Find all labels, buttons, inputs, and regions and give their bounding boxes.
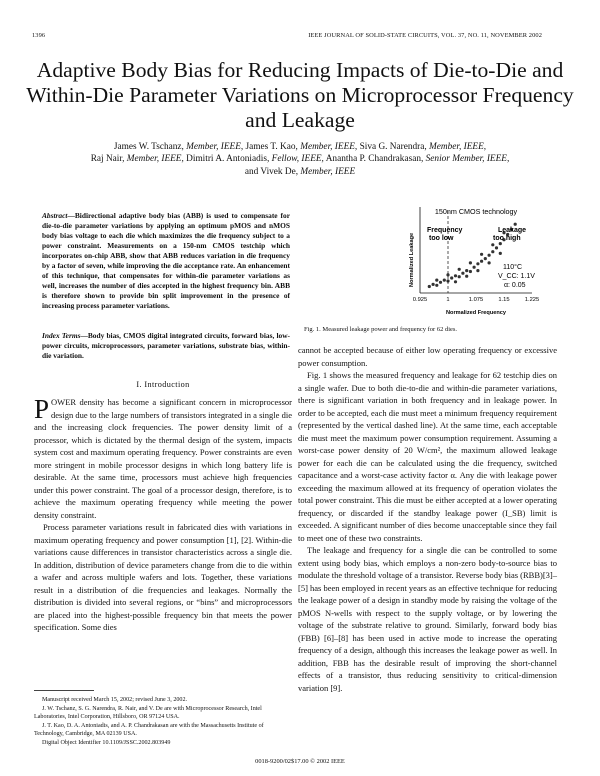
data-point — [480, 253, 483, 256]
footnote-rule — [34, 690, 94, 691]
data-point — [435, 284, 438, 287]
data-point — [469, 270, 472, 273]
author-role: Member, IEEE, — [126, 154, 184, 165]
author-name: Anantha P. Chandrakasan, — [325, 154, 424, 165]
x-tick-labels — [413, 297, 540, 303]
author-role: Member, IEEE, — [186, 142, 244, 152]
abstract-text: Bidirectional adaptive body bias (ABB) is used to compensate for die-to-die parameter variations by applying an optimum pMOS and nMOS body bias voltage to each die which maximizes the die frequency subject to a power constraint. Measurements on a 150-nm CMOS testchip which incorporates on-chip ABB, show that ABB reduces variation in die frequency by a factor of seven, while improving the die acceptance rate. An enhancement of this technique, that compensates for within-die parameter variations as well, increases the number of dies accepted in the highest frequency bin. ABB is therefore shown to provide bin split improvement in the presence of increasing process parameter variations. — [42, 211, 290, 310]
paper-title: Adaptive Body Bias for Reducing Impacts of Die-to-Die and Within-Die Parameter Variations on Microprocessor Frequency and Leakage — [26, 58, 574, 132]
right-paragraph-1: cannot be accepted because of either low operating frequency or excessive power consumption. — [298, 345, 557, 368]
right-column-body — [298, 344, 557, 694]
data-point — [495, 246, 498, 249]
dropcap: P — [34, 394, 50, 424]
y-axis-label: Normalized Leakage — [409, 232, 415, 287]
author-name: Dimitri A. Antoniadis, — [186, 154, 270, 165]
figure-caption: Fig. 1. Measured leakage power and frequency for 62 dies. — [304, 326, 458, 333]
data-point — [473, 266, 476, 269]
footnotes — [34, 696, 292, 748]
author-role: Member, IEEE — [300, 166, 356, 177]
data-point — [432, 283, 435, 286]
data-point — [476, 269, 479, 272]
data-point — [435, 279, 438, 282]
author-name: James W. Tschanz, — [113, 142, 184, 152]
footnote: J. T. Kao, D. A. Antoniadis, and A. P. Chandrakasan are with the Massachusetts Institute of Technology, Cambridge, MA 02139 USA. — [34, 722, 264, 738]
intro-paragraph-1 — [34, 396, 292, 521]
data-point — [443, 279, 446, 282]
right-paragraph-2: Fig. 1 shows the measured frequency and leakage for 62 testchip dies on a single wafer. Due to both die-to-die and within-die parameter variations, there is significant variation in both frequency and in leakage power. In order to be accepted, each die must meet a minimum frequency requirement (represented by the vertical dashed line). At the same time, each acceptable die must meet the maximum power consumption requirement. Assuming a worst-case power density of 20 W/cm², the maximum allowed leakage power for each die can be calculated using the die frequency, switched capacitance and a worst-case activity factor α. Any die with leakage power exceeding the maximum allowed at its frequency of operation violates the total power constraint. This die must be either accepted at a lower operating frequency, or discarded if the standby leakage power (I_SB) limit is exceeded. A significant number of dies become unacceptable since they fail to meet one of these two constraints. — [298, 370, 557, 543]
data-point — [428, 285, 431, 288]
annotation-alpha: α: 0.05 — [504, 282, 526, 289]
intro-paragraph-1-text: OWER density has become a significant concern in microprocessor design due to the large numbers of transistors integrated in a single die and the increasing clock frequencies. The power density limit of a processor, which is dictated by the thermal design of the system, impacts system cost and maximum operating frequency. Power constraints are even more stringent in mobile processor designs in which long battery life is desirable. At the same time, processors must achieve high frequencies under this power constraint. The goal of a processor design, therefore, is to achieve the maximum operating frequency while meeting the power density constraint. — [34, 397, 292, 520]
x-tick-label: 1 — [446, 297, 450, 303]
x-axis-label: Normalized Frequency — [446, 310, 506, 316]
data-point — [458, 268, 461, 271]
data-point — [476, 262, 479, 265]
x-tick-label: 0.925 — [412, 297, 428, 303]
data-point — [454, 280, 457, 283]
annotation-vcc: V_CC: 1.1V — [498, 273, 535, 280]
abstract-label: Abstract— — [42, 211, 75, 220]
index-terms-text: Body bias, CMOS digital integrated circuits, forward bias, low-power circuits, microprocessors, parameter variations, substrate bias, within-die variation. — [42, 331, 291, 360]
footnote: J. W. Tschanz, S. G. Narendra, R. Nair, and V. De are with Microprocessor Research, Intel Laboratories, Intel Corporation, Hillsboro, OR 97124 USA. — [34, 705, 262, 721]
index-terms-label: Index Terms— — [42, 331, 88, 340]
annotation-frequency-too: Frequency — [427, 227, 463, 234]
data-point — [465, 275, 468, 278]
data-point — [465, 269, 468, 272]
data-point — [480, 260, 483, 263]
data-point — [439, 281, 442, 284]
right-paragraph-3: The leakage and frequency for a single die can be controlled to some extent using body bias, which employs a non-zero body-to-source bias to modulate the threshold voltage of a transistor. Reverse body bias (RBB)[3]–[5] has been employed in recent years as an effective technique for reducing the leakage power of a design in standby mode by raising the voltage of the pMOS N-wells with respect to the supply voltage, or by lowering the voltage of the substrate relative to ground. Similarly, forward body bias (FBB) [6]–[8] has been used in active mode to increase the operating frequency of a design, although this increases the leakage power as well. In addition, FBB has the desirable result of improving the short-channel effects of a transistor, thus reducing sensitivity to critical-dimension variation [9]. — [298, 545, 557, 693]
annotation-leakage: Leakage — [498, 227, 527, 234]
annotation-too-high: too high — [493, 235, 521, 242]
index-terms — [42, 331, 290, 361]
author-name: Siva G. Narendra, — [359, 142, 427, 152]
data-point — [458, 275, 461, 278]
author-list — [30, 141, 570, 178]
annotation-too-low: too low — [429, 235, 454, 242]
scatter-chart — [302, 205, 557, 317]
journal-header: IEEE JOURNAL OF SOLID-STATE CIRCUITS, VOL. 37, NO. 11, NOVEMBER 2002 — [308, 32, 542, 39]
data-point — [491, 250, 494, 253]
introduction-body — [34, 396, 292, 634]
data-point — [488, 261, 491, 264]
author-name: and Vivek De, — [244, 166, 299, 177]
data-point — [499, 242, 502, 245]
intro-paragraph-2: Process parameter variations result in fabricated dies with variations in maximum operating frequency and power consumption [1], [2]. Within-die variations cause differences in transistor characteristics across a single die. In addition, distribution of device parameters change from die to die within a wafer and across multiple wafers and lots. Together, these variations result in a distribution of die frequencies and leakages. Normally the distribution is divided into several regions, or “bins” and microprocessors are placed into the highest-possible frequency bin that meets the power specification. Some dies — [34, 522, 292, 632]
page-number: 1396 — [32, 32, 46, 39]
abstract — [42, 211, 290, 311]
author-role: Member, IEEE, — [429, 142, 487, 152]
x-tick-label: 1.225 — [524, 297, 540, 303]
data-point — [491, 243, 494, 246]
footnote: Manuscript received March 15, 2002; revised June 3, 2002. — [42, 697, 188, 703]
data-point — [454, 274, 457, 277]
annotation-temperature: 110°C — [503, 264, 523, 271]
chart-title: 150nm CMOS technology — [434, 207, 518, 216]
data-point — [514, 223, 517, 226]
data-point — [461, 272, 464, 275]
author-role: Fellow, IEEE, — [271, 154, 324, 165]
data-point — [469, 261, 472, 264]
page-footer: 0018-9200/02$17.00 © 2002 IEEE — [255, 758, 345, 765]
author-role: Member, IEEE, — [300, 142, 358, 152]
section-heading: I. Introduction — [136, 380, 190, 389]
data-point — [488, 254, 491, 257]
data-point — [450, 276, 453, 279]
data-point — [499, 252, 502, 255]
data-point — [484, 257, 487, 260]
author-name: Raj Nair, — [90, 154, 125, 165]
figure-1 — [302, 205, 557, 317]
x-tick-label: 1.075 — [468, 297, 484, 303]
footnote: Digital Object Identifier 10.1109/JSSC.2002.803949 — [42, 739, 171, 746]
author-role: Senior Member, IEEE, — [425, 154, 510, 165]
x-tick-label: 1.15 — [498, 297, 510, 303]
author-name: James T. Kao, — [245, 142, 298, 152]
